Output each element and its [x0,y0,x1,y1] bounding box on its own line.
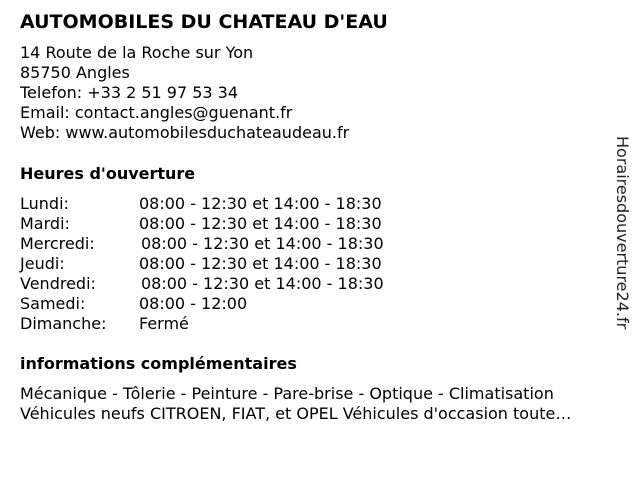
day-label: Mardi: [20,214,70,233]
info-services: Mécanique - Tôlerie - Peinture - Pare-brise - Optique - Climatisation [20,384,554,403]
info-vehicles: Véhicules neufs CITROEN, FIAT, et OPEL Véhicules d'occasion toute… [20,404,572,423]
time-value: 08:00 - 12:30 et 14:00 - 18:30 [139,194,382,213]
web-line: Web: www.automobilesduchateaudeau.fr [20,123,350,142]
time-value: 08:00 - 12:30 et 14:00 - 18:30 [141,274,384,293]
day-label: Vendredi: [20,274,96,293]
contact-block [20,43,349,143]
time-value: Fermé [139,314,189,333]
business-name: AUTOMOBILES DU CHATEAU D'EAU [20,11,388,33]
day-label: Samedi: [20,294,86,313]
time-value: 08:00 - 12:30 et 14:00 - 18:30 [139,254,382,273]
email-line: Email: contact.angles@guenant.fr [20,103,293,122]
site-watermark: Horairesdouverture24.fr [613,136,632,330]
address-line-city: 85750 Angles [20,63,130,82]
phone-line: Telefon: +33 2 51 97 53 34 [20,83,239,102]
info-heading: informations complémentaires [20,354,297,373]
hours-heading: Heures d'ouverture [20,164,196,183]
time-value: 08:00 - 12:00 [139,294,248,313]
day-label: Lundi: [20,194,69,213]
info-block [20,384,625,424]
address-line-street: 14 Route de la Roche sur Yon [20,43,254,62]
time-value: 08:00 - 12:30 et 14:00 - 18:30 [139,214,382,233]
day-label: Mercredi: [20,234,95,253]
day-label: Jeudi: [20,254,65,273]
day-label: Dimanche: [20,314,107,333]
time-value: 08:00 - 12:30 et 14:00 - 18:30 [141,234,384,253]
